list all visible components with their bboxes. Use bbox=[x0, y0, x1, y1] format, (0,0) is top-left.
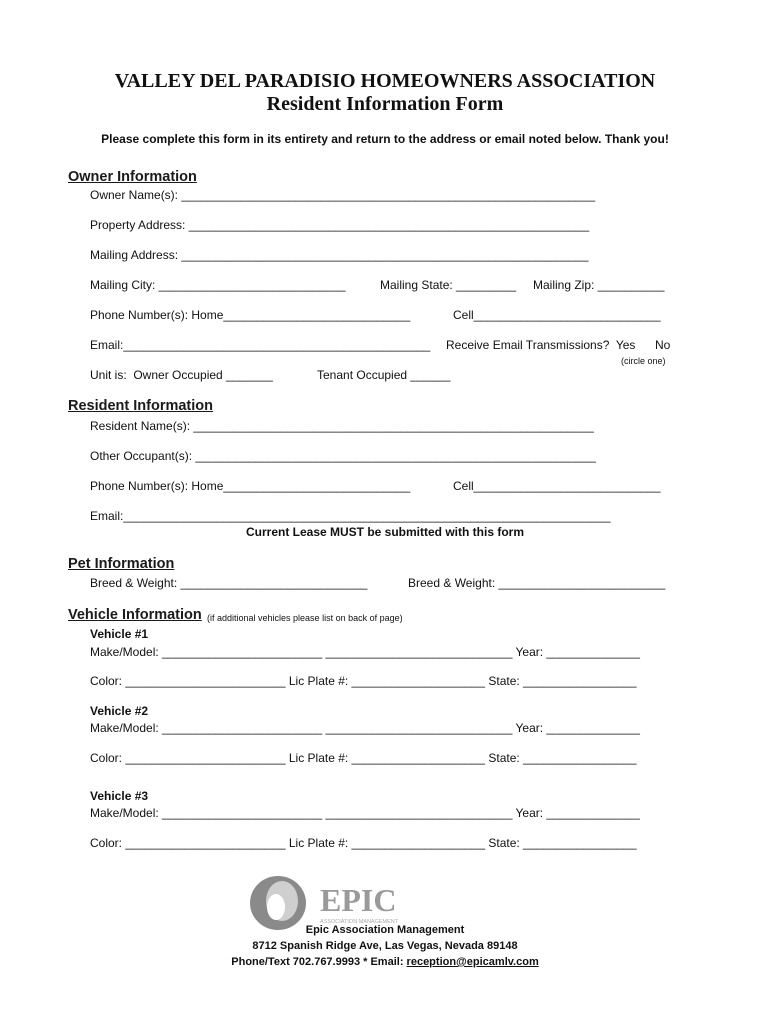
vehicle-3-color-plate-state-field[interactable]: Color: ________________________ Lic Plate #: ____________________ State: _________________ bbox=[90, 836, 637, 850]
vehicle-section-heading: Vehicle Information bbox=[68, 607, 202, 623]
resident-section-heading: Resident Information bbox=[68, 398, 214, 414]
footer-address: 8712 Spanish Ridge Ave, Las Vegas, Nevada 89148 bbox=[252, 940, 518, 952]
owner-phone-home-field[interactable]: Phone Number(s): Home____________________________ bbox=[90, 308, 411, 322]
mailing-state-field[interactable]: Mailing State: _________ bbox=[380, 278, 517, 292]
vehicle-2-make-model-field[interactable]: Make/Model: ________________________ ____________________________ Year: ______________ bbox=[90, 721, 640, 735]
property-address-field[interactable]: Property Address: ____________________________________________________________ bbox=[90, 218, 590, 232]
footer-company: Epic Association Management bbox=[305, 924, 465, 936]
vehicle-1-make-model-field[interactable]: Make/Model: ________________________ ____________________________ Year: ______________ bbox=[90, 645, 640, 659]
form-subtitle: Resident Information Form bbox=[266, 93, 504, 115]
owner-email-field[interactable]: Email:______________________________________________ bbox=[90, 338, 431, 352]
resident-phone-home-field[interactable]: Phone Number(s): Home____________________________ bbox=[90, 479, 411, 493]
unit-tenant-occupied-field[interactable]: Tenant Occupied ______ bbox=[317, 368, 451, 382]
resident-names-field[interactable]: Resident Name(s): ____________________________________________________________ bbox=[90, 419, 594, 433]
logo-wordmark: EPIC bbox=[320, 882, 397, 918]
footer-contact bbox=[0, 954, 770, 970]
lease-note: Current Lease MUST be submitted with this form bbox=[245, 525, 525, 539]
receive-email-no-option[interactable]: No bbox=[655, 338, 671, 352]
vehicle-3-label: Vehicle #3 bbox=[90, 789, 149, 803]
vehicle-3-make-model-field[interactable]: Make/Model: ________________________ ____________________________ Year: ______________ bbox=[90, 806, 640, 820]
footer-phone: Phone/Text 702.767.9993 * Email: bbox=[231, 956, 407, 968]
vehicle-2-color-plate-state-field[interactable]: Color: ________________________ Lic Plate #: ____________________ State: _________________ bbox=[90, 751, 637, 765]
owner-names-field[interactable]: Owner Name(s): ______________________________________________________________ bbox=[90, 188, 596, 202]
footer-email-link[interactable]: reception@epicamlv.com bbox=[406, 956, 539, 968]
mailing-city-field[interactable]: Mailing City: ____________________________ bbox=[90, 278, 346, 292]
pet-breed-weight-field-2[interactable]: Breed & Weight: _________________________ bbox=[408, 576, 666, 590]
pet-breed-weight-field-1[interactable]: Breed & Weight: ____________________________ bbox=[90, 576, 368, 590]
circle-one-note: (circle one) bbox=[621, 356, 666, 366]
logo-tagline: ASSOCIATION MANAGEMENT bbox=[320, 919, 399, 925]
receive-email-yes-option[interactable]: Receive Email Transmissions? Yes bbox=[446, 338, 636, 352]
unit-owner-occupied-field[interactable]: Unit is: Owner Occupied _______ bbox=[90, 368, 273, 382]
pet-section-heading: Pet Information bbox=[68, 556, 175, 572]
form-instructions: Please complete this form in its entirety and return to the address or email noted below. Thank you! bbox=[101, 132, 669, 146]
vehicle-note: (if additional vehicles please list on back of page) bbox=[207, 613, 403, 623]
owner-section-heading: Owner Information bbox=[68, 169, 197, 185]
owner-phone-cell-field[interactable]: Cell____________________________ bbox=[453, 308, 661, 322]
resident-email-field[interactable]: Email:_________________________________________________________________________ bbox=[90, 509, 611, 523]
mailing-zip-field[interactable]: Mailing Zip: __________ bbox=[533, 278, 665, 292]
other-occupants-field[interactable]: Other Occupant(s): ____________________________________________________________ bbox=[90, 449, 596, 463]
vehicle-1-color-plate-state-field[interactable]: Color: ________________________ Lic Plate #: ____________________ State: _________________ bbox=[90, 674, 637, 688]
vehicle-1-label: Vehicle #1 bbox=[90, 627, 149, 641]
resident-phone-cell-field[interactable]: Cell____________________________ bbox=[453, 479, 661, 493]
mailing-address-field[interactable]: Mailing Address: _____________________________________________________________ bbox=[90, 248, 589, 262]
form-title: VALLEY DEL PARADISIO HOMEOWNERS ASSOCIATION bbox=[114, 70, 656, 92]
vehicle-2-label: Vehicle #2 bbox=[90, 704, 149, 718]
